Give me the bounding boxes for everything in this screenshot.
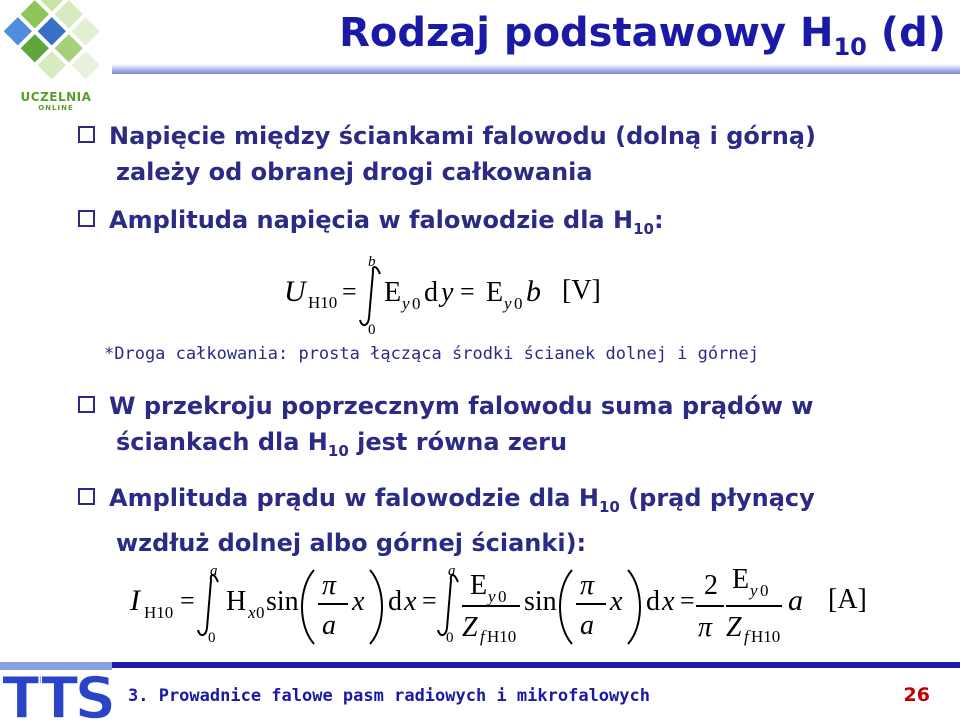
checkbox-bullet-icon <box>78 488 95 505</box>
uczelnia-online-logo <box>0 0 112 118</box>
svg-text:y: y <box>750 581 758 600</box>
svg-text:E: E <box>470 570 488 601</box>
svg-text:y: y <box>441 277 454 308</box>
svg-text:f: f <box>480 627 485 646</box>
svg-text:a: a <box>210 563 218 579</box>
svg-text:2: 2 <box>704 570 718 601</box>
svg-text:x: x <box>248 603 256 622</box>
logo-name: UCZELNIA <box>20 90 92 104</box>
svg-text:=: = <box>680 586 695 615</box>
voltage-formula <box>276 252 616 338</box>
integration-path-note: *Droga całkowania: prosta łącząca środki ścianek dolnej i górnej <box>104 344 760 364</box>
svg-text:0: 0 <box>514 294 523 313</box>
tts-logo-text: TTS <box>2 664 112 720</box>
footer-divider <box>112 662 960 668</box>
svg-text:π: π <box>322 570 337 601</box>
tts-logo <box>0 658 112 720</box>
svg-text:x: x <box>352 586 365 617</box>
svg-text:x: x <box>404 586 417 617</box>
svg-text:H10: H10 <box>751 627 781 646</box>
svg-text:=: = <box>422 586 437 615</box>
logo-subtitle: ONLINE <box>38 104 74 112</box>
svg-text:0: 0 <box>498 587 507 606</box>
svg-text:H10: H10 <box>308 293 338 312</box>
svg-text:U: U <box>284 275 306 308</box>
current-formula <box>126 562 886 650</box>
svg-text:x: x <box>610 586 623 617</box>
svg-text:π: π <box>698 612 713 643</box>
svg-text:I: I <box>130 584 140 617</box>
svg-text:y: y <box>504 294 512 313</box>
svg-text:0: 0 <box>208 630 216 646</box>
svg-text:=: = <box>180 586 195 615</box>
bullet-current-amplitude: Amplituda prądu w falowodzie dla $H_{10}$ (prąd płynący wzdłuż dolnej albo górnej ścianki): <box>78 480 815 561</box>
svg-text:a: a <box>322 610 336 641</box>
svg-text:0: 0 <box>256 603 265 622</box>
voltage-unit: [V] <box>562 275 601 306</box>
svg-text:d: d <box>646 586 660 617</box>
svg-text:0: 0 <box>760 581 769 600</box>
svg-text:d: d <box>388 586 402 617</box>
svg-text:E: E <box>732 564 750 595</box>
svg-text:π: π <box>580 570 595 601</box>
svg-text:H: H <box>226 586 247 617</box>
checkbox-bullet-icon <box>78 396 95 413</box>
svg-text:d: d <box>424 277 438 308</box>
svg-text:E: E <box>384 277 402 308</box>
svg-text:0: 0 <box>412 294 421 313</box>
svg-text:b: b <box>368 254 376 270</box>
page-number: 26 <box>903 684 930 706</box>
svg-text:=: = <box>460 277 475 306</box>
svg-text:a: a <box>788 584 803 617</box>
svg-text:0: 0 <box>446 630 454 646</box>
svg-text:H10: H10 <box>487 627 517 646</box>
svg-text:y: y <box>488 587 496 606</box>
svg-text:y: y <box>402 294 410 313</box>
svg-text:0: 0 <box>368 322 376 338</box>
svg-text:x: x <box>662 586 675 617</box>
svg-text:b: b <box>526 275 541 308</box>
slide-title: Rodzaj podstawowy $H_{10}$ (d) <box>339 10 946 61</box>
bullet-voltage-amplitude: Amplituda napięcia w falowodzie dla $H_{10}$: <box>78 202 664 247</box>
checkbox-bullet-icon <box>78 210 95 227</box>
bullet-current-sum: W przekroju poprzecznym falowodu suma prądów w ściankach dla $H_{10}$ jest równa zeru <box>78 388 813 469</box>
svg-text:a: a <box>580 610 594 641</box>
svg-text:Z: Z <box>462 612 478 643</box>
svg-text:sin: sin <box>524 586 557 617</box>
checkbox-bullet-icon <box>78 126 95 143</box>
svg-text:f: f <box>744 627 749 646</box>
bullet-voltage-path: Napięcie między ściankami falowodu (dolną i górną) zależy od obranej drogi całkowania <box>78 118 816 190</box>
current-unit: [A] <box>828 584 867 615</box>
title-underline <box>112 64 960 74</box>
svg-text:E: E <box>486 277 504 308</box>
svg-text:H10: H10 <box>144 603 174 622</box>
svg-text:Z: Z <box>726 612 742 643</box>
svg-text:=: = <box>342 277 357 306</box>
footer-chapter-title: 3. Prowadnice falowe pasm radiowych i mikrofalowych <box>128 686 650 706</box>
svg-text:a: a <box>448 563 456 579</box>
svg-text:sin: sin <box>266 586 299 617</box>
